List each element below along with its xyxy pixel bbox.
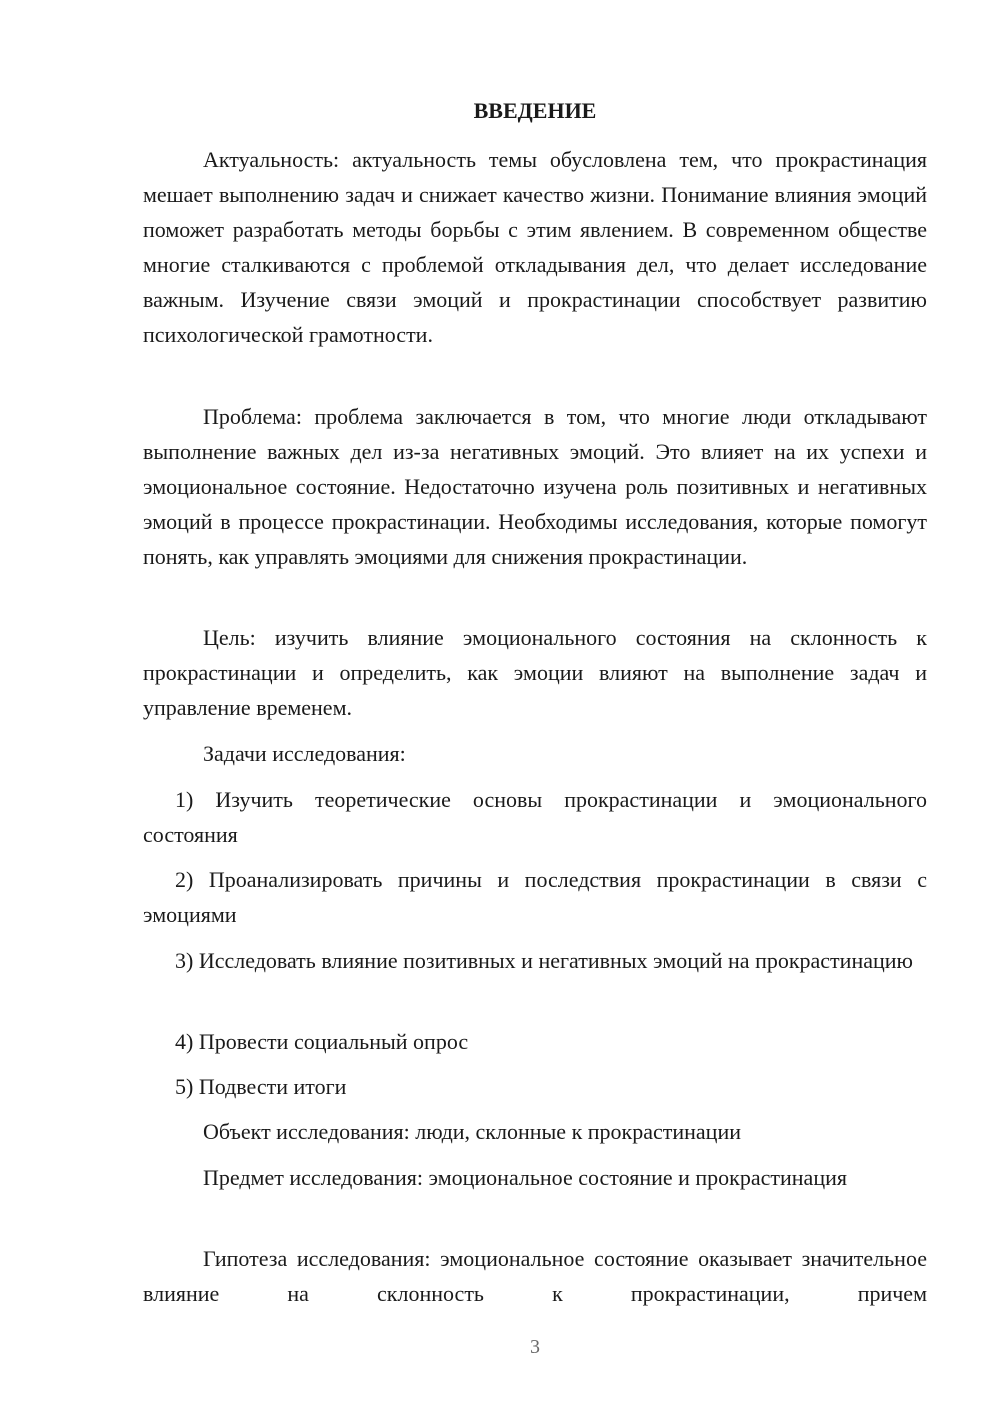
task-item-3: 3) Исследовать влияние позитивных и негативных эмоций на прокрастинацию [175,948,913,973]
hypothesis-paragraph: Гипотеза исследования: эмоциональное состояние оказывает значительное влияние на склонность к прокрастинации, причем [143,1246,927,1306]
task-item-5: 5) Подвести итоги [175,1074,347,1099]
object-paragraph: Объект исследования: люди, склонные к прокрастинации [203,1119,741,1144]
problem-paragraph: Проблема: проблема заключается в том, что многие люди откладывают выполнение важных дел из-за негативных эмоций. Это влияет на их успехи и эмоциональное состояние. Недостаточно изучена роль позитивных и негативных эмоций в процессе прокрастинации. Необходимы исследования, которые помогут понять, как управлять эмоциями для снижения прокрастинации. [143,404,927,569]
relevance-paragraph: Актуальность: актуальность темы обусловлена тем, что прокрастинация мешает выполнению задач и снижает качество жизни. Понимание влияния эмоций поможет разработать методы борьбы с этим явлением. В современном обществе многие сталкиваются с проблемой откладывания дел, что делает исследование важным. Изучение связи эмоций и прокрастинации способствует развитию психологической грамотности. [143,147,927,347]
task-item-1: 1) Изучить теоретические основы прокрастинации и эмоционального состояния [143,787,927,847]
tasks-title: Задачи исследования: [203,741,406,766]
section-heading: ВВЕДЕНИЕ [473,98,597,123]
goal-paragraph: Цель: изучить влияние эмоционального состояния на склонность к прокрастинации и определить, как эмоции влияют на выполнение задач и управление временем. [143,625,927,720]
task-item-4: 4) Провести социальный опрос [175,1029,469,1054]
page-number: 3 [530,1336,540,1358]
task-item-2: 2) Проанализировать причины и последствия прокрастинации в связи с эмоциями [143,867,927,927]
subject-paragraph: Предмет исследования: эмоциональное состояние и прокрастинация [203,1165,847,1190]
